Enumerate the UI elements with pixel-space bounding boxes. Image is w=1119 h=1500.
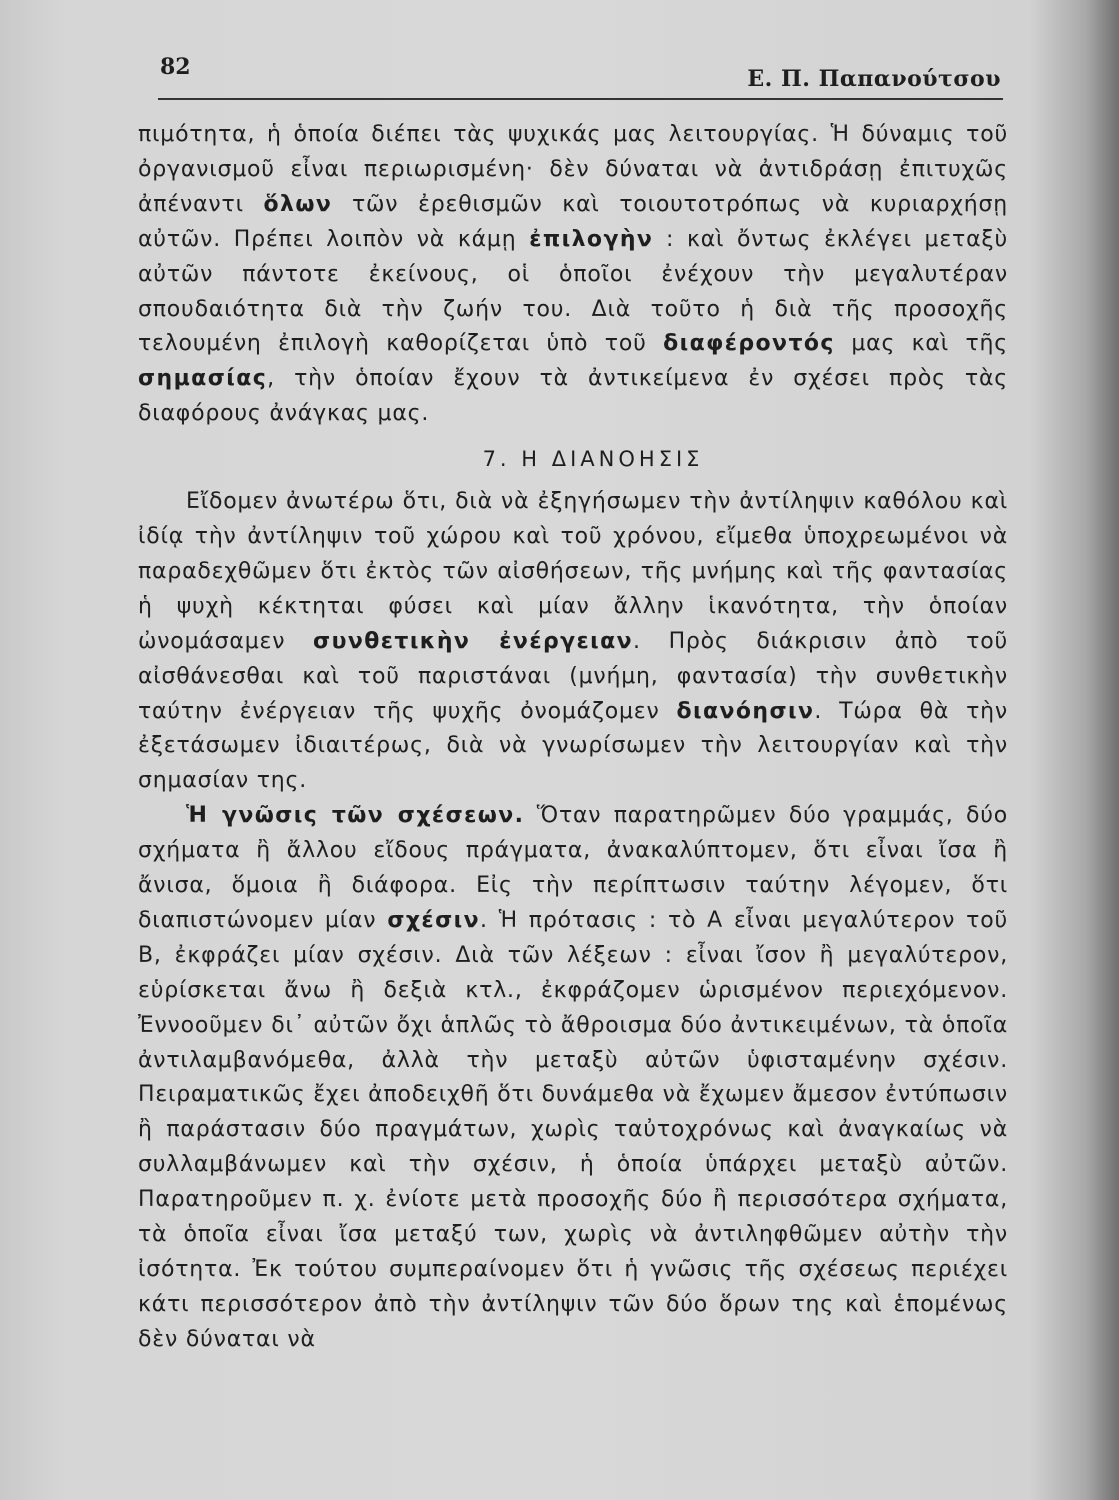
paragraph-relations bbox=[138, 799, 1008, 1358]
text-span: τῶν ἐρεθισμῶν καὶ τοιουτοτρόπως νὰ κυριαρχήσῃ αὐτῶν. Πρέπει λοιπὸν νὰ κάμῃ bbox=[138, 191, 1008, 252]
bold-term-relation: σχέσιν bbox=[387, 907, 480, 933]
bold-term-significance: σημασίας bbox=[138, 366, 268, 392]
bold-term-synthetic-activity: συνθετικὴν ἐνέργειαν bbox=[313, 628, 634, 654]
body-text bbox=[138, 118, 1008, 1358]
subheading-knowledge-of-relations: Ἡ γνῶσις τῶν σχέσεων. bbox=[186, 803, 525, 829]
text-span: . Ἡ πρότασις : τὸ Α εἶναι μεγαλύτερον τοῦ Β, ἐκφράζει μίαν σχέσιν. Διὰ τῶν λέξεων : εἶναι ἴσον ἢ μεγαλύτερον, εὑρίσκεται ἄνω ἢ δεξιὰ κτλ., ἐκφράζομεν ὡρισμένον περιεχόμενον. Ἐννοοῦμεν δι᾽ αὐτῶν ὄχι ἁπλῶς τὸ ἄθροισμα δύο ἀντικειμένων, τὰ ὁποῖα ἀντιλαμβανόμεθα, ἀλλὰ τὴν μεταξὺ αὐτῶν ὑφισταμένην σχέσιν. Πειραματικῶς ἔχει ἀποδειχθῆ ὅτι δυνάμεθα νὰ ἔχωμεν ἄμεσον ἐντύπωσιν ἢ παράστασιν δύο πραγμάτων, χωρὶς ταὐτοχρόνως καὶ ἀναγκαίως νὰ συλλαμβάνωμεν καὶ τὴν σχέσιν, ἡ ὁποία ὑπάρχει μεταξὺ αὐτῶν. Παρατηροῦμεν π. χ. ἐνίοτε μετὰ προσοχῆς δύο ἢ περισσότερα σχήματα, τὰ ὁποῖα εἶναι ἴσα μεταξύ των, χωρὶς νὰ ἀντιληφθῶμεν αὐτὴν τὴν ἰσότητα. Ἐκ τούτου συμπεραίνομεν ὅτι ἡ γνῶσις τῆς σχέσεως περιέχει κάτι περισσότερον ἀπὸ τὴν ἀντίληψιν τῶν δύο ὅρων της καὶ ἑπομένως δὲν δύναται νὰ bbox=[138, 907, 1008, 1352]
text-span: . Τώρα θὰ τὴν ἐξετάσωμεν ἰδιαιτέρως, διὰ νὰ γνωρίσωμεν τὴν λειτουργίαν καὶ τὴν σημασίαν της. bbox=[138, 698, 1008, 794]
running-head: Ε. Π. Παπανούτσου bbox=[747, 66, 1001, 92]
text-span: Εἴδομεν ἀνωτέρω ὅτι, διὰ νὰ ἐξηγήσωμεν τὴν ἀντίληψιν καθόλου καὶ ἰδίᾳ τὴν ἀντίληψιν τοῦ χώρου καὶ τοῦ χρόνου, εἴμεθα ὑποχρεωμένοι νὰ παραδεχθῶμεν ὅτι ἐκτὸς τῶν αἰσθήσεων, τῆς μνήμης καὶ τῆς φαντασίας ἡ ψυχὴ κέκτηται φύσει καὶ μίαν ἄλλην ἱκανότητα, τὴν ὁποίαν ὠνομάσαμεν bbox=[138, 489, 1008, 654]
text-span: μας καὶ τῆς bbox=[834, 331, 1008, 357]
text-span: Ὅταν παρατηρῶμεν δύο γραμμάς, δύο σχήματα ἢ ἄλλου εἴδους πράγματα, ἀνακαλύπτομεν, ὅτι εἶναι ἴσα ἢ ἄνισα, ὅμοια ἢ διάφορα. Εἰς τὴν περίπτωσιν ταύτην λέγομεν, ὅτι διαπιστώνομεν μίαν bbox=[138, 803, 1009, 933]
text-span: πιμότητα, ἡ ὁποία διέπει τὰς ψυχικάς μας λειτουργίας. Ἡ δύναμις τοῦ ὀργανισμοῦ εἶναι περιωρισμένη· δὲν δύναται νὰ ἀντιδράσῃ ἐπιτυχῶς ἀπέναντι bbox=[138, 122, 1008, 217]
text-span: , τὴν ὁποίαν ἔχουν τὰ ἀντικείμενα ἐν σχέσει πρὸς τὰς διαφόρους ἀνάγκας μας. bbox=[138, 366, 1008, 427]
text-span: : καὶ ὄντως ἐκλέγει μεταξὺ αὐτῶν πάντοτε ἐκείνους, οἱ ὁποῖοι ἐνέχουν τὴν μεγαλυτέραν σπουδαιότητα διὰ τὴν ζωήν του. Διὰ τοῦτο ἡ διὰ τῆς προσοχῆς τελουμένη ἐπιλογὴ καθορίζεται ὑπὸ τοῦ bbox=[138, 226, 1008, 357]
page-header bbox=[158, 52, 1003, 100]
text-span: . Πρὸς διάκρισιν ἀπὸ τοῦ αἰσθάνεσθαι καὶ τοῦ παριστάναι (μνήμη, φαντασία) τὴν συνθετικὴν ταύτην ἐνέργειαν τῆς ψυχῆς ὀνομάζομεν bbox=[138, 628, 1008, 724]
paragraph-intellect bbox=[138, 485, 1008, 799]
section-title: 7. Η ΔΙΑΝΟΗΣΙΣ bbox=[482, 447, 704, 472]
bold-term-selection: ἐπιλογὴν bbox=[529, 226, 654, 252]
paragraph-attention bbox=[138, 118, 1008, 432]
bold-term-all: ὅλων bbox=[263, 191, 333, 217]
page-number: 82 bbox=[160, 54, 191, 80]
bold-term-interest: διαφέροντός bbox=[663, 331, 835, 357]
bold-term-intellect: διανόησιν bbox=[676, 698, 815, 724]
